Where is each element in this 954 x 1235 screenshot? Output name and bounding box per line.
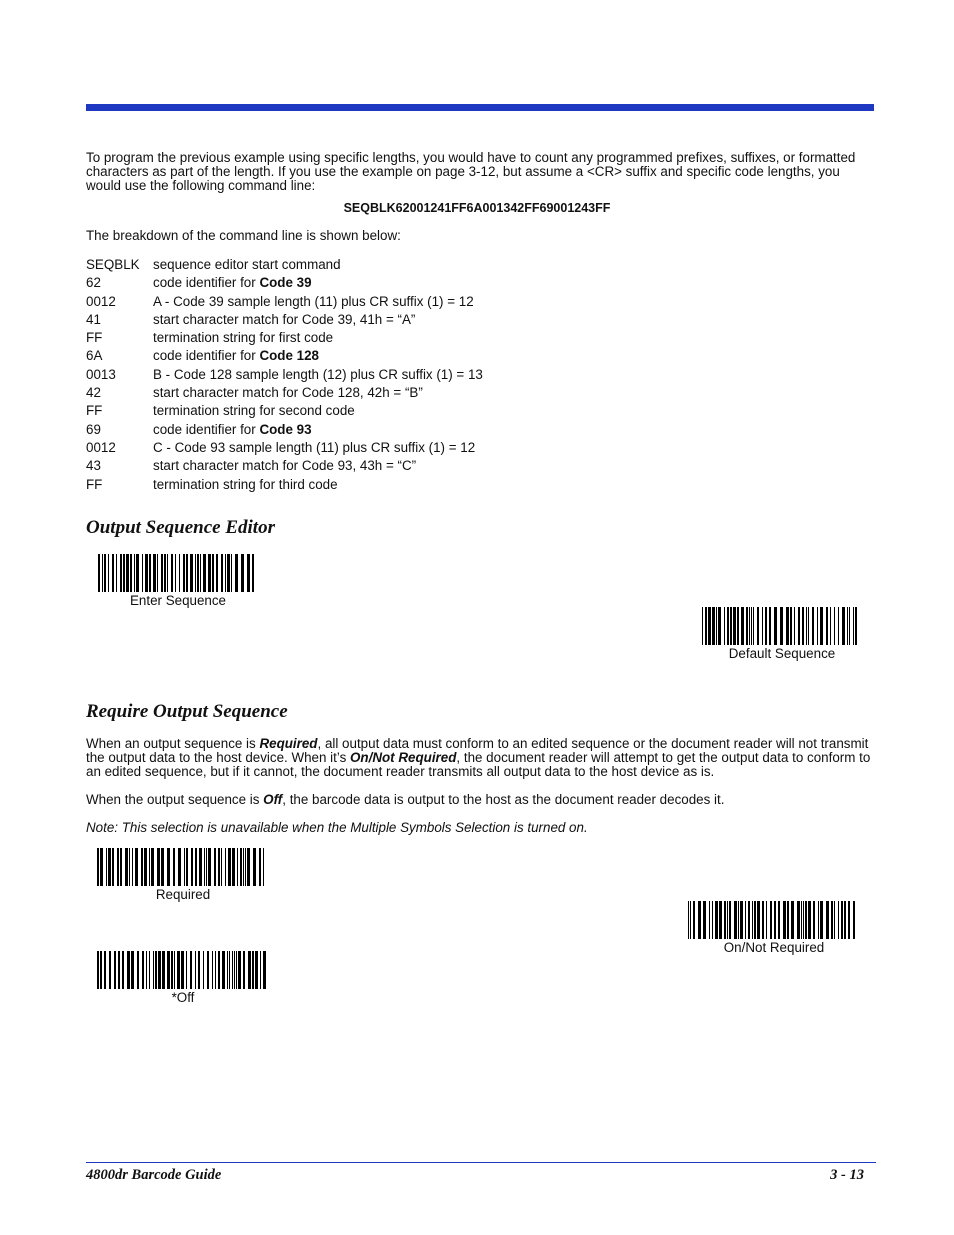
barcode-bar xyxy=(693,901,695,939)
require-paragraph: When an output sequence is Required, all output data must conform to an edited sequence or the document reader will not transmit the output data to the host device. When it’s On/Not Required, the document reader will attempt to get the output data to conform to an edited sequence, but if it cannot, the document reader transmits all output data to the host device as is. xyxy=(86,736,871,779)
barcode-bar xyxy=(808,607,809,645)
barcode-bar xyxy=(724,901,726,939)
breakdown-row xyxy=(86,274,483,292)
barcode-bar xyxy=(195,951,196,989)
barcode-bar xyxy=(132,848,133,886)
barcode-bar xyxy=(137,951,139,989)
breakdown-desc: code identifier for Code 39 xyxy=(153,275,312,291)
barcode-bar xyxy=(171,554,173,592)
barcode-bar xyxy=(690,901,691,939)
barcode-bar xyxy=(136,554,139,592)
barcode-bar xyxy=(241,554,244,592)
breakdown-code: FF xyxy=(86,330,103,346)
barcode-bar xyxy=(748,901,750,939)
barcode-bar xyxy=(218,848,220,886)
barcode-bar xyxy=(161,554,163,592)
barcode-bar xyxy=(130,554,132,592)
barcode-bar xyxy=(752,901,753,939)
barcode-bar xyxy=(118,951,120,989)
barcode-bar xyxy=(106,848,107,886)
barcode-bar xyxy=(252,951,254,989)
barcode-bar xyxy=(131,951,134,989)
barcode-bar xyxy=(186,554,188,592)
barcode-bar xyxy=(787,901,789,939)
breakdown-code: 42 xyxy=(86,385,101,401)
barcode-bar xyxy=(234,951,235,989)
barcode-bar xyxy=(167,848,170,886)
barcode-bar xyxy=(834,901,835,939)
barcode-bar xyxy=(831,901,833,939)
barcode-bar xyxy=(153,554,156,592)
barcode-bar xyxy=(712,901,713,939)
footer-title: 4800dr Barcode Guide xyxy=(86,1167,222,1183)
barcode-image xyxy=(97,848,269,886)
barcode-bar xyxy=(817,607,818,645)
barcode-bar xyxy=(797,901,800,939)
barcode-bar xyxy=(252,554,254,592)
barcode-bar xyxy=(204,848,205,886)
barcode-bar xyxy=(798,607,800,645)
barcode-bar xyxy=(841,901,843,939)
barcode-bar xyxy=(227,554,230,592)
breakdown-row xyxy=(86,439,483,457)
barcode-bar xyxy=(104,951,106,989)
barcode-bar xyxy=(218,951,220,989)
barcode-bar xyxy=(746,607,748,645)
barcode-bar xyxy=(727,607,729,645)
barcode-bar xyxy=(791,901,794,939)
off-paragraph: When the output sequence is Off, the barcode data is output to the host as the document reader decodes it. xyxy=(86,792,725,807)
barcode-label: *Off xyxy=(171,990,195,1005)
note: Note: This selection is unavailable when the Multiple Symbols Selection is turned on. xyxy=(86,820,588,835)
barcode-bar xyxy=(716,607,717,645)
breakdown-code: 0012 xyxy=(86,439,116,455)
barcode-bar xyxy=(104,554,106,592)
barcode-bar xyxy=(203,554,206,592)
barcode-bar xyxy=(186,848,188,886)
barcode-bar xyxy=(263,951,266,989)
barcode-image xyxy=(702,607,862,645)
breakdown-code: 0013 xyxy=(86,366,116,382)
barcode-bar xyxy=(738,901,739,939)
barcode-bar xyxy=(195,554,196,592)
barcode-bar xyxy=(702,607,703,645)
barcode-bar xyxy=(207,951,209,989)
barcode-bar xyxy=(712,607,715,645)
breakdown-code: SEQBLK xyxy=(86,257,140,272)
barcode-bar xyxy=(826,607,828,645)
barcode-bar xyxy=(108,848,111,886)
barcode-bar xyxy=(733,607,736,645)
barcode-bar xyxy=(780,607,783,645)
breakdown-desc: code identifier for Code 93 xyxy=(153,421,312,437)
barcode-bar xyxy=(200,554,201,592)
barcode-bar xyxy=(259,848,261,886)
barcode-bar xyxy=(216,554,218,592)
breakdown-code: 0012 xyxy=(86,293,116,309)
barcode-bar xyxy=(195,848,197,886)
barcode-bar xyxy=(778,901,780,939)
breakdown-desc: start character match for Code 39, 41h = “A” xyxy=(153,311,416,327)
barcode-bar xyxy=(243,951,245,989)
barcode-bar xyxy=(197,554,199,592)
barcode-bar xyxy=(753,607,754,645)
barcode-bar xyxy=(100,951,102,989)
barcode-bar xyxy=(181,951,184,989)
breakdown-intro: The breakdown of the command line is shown below: xyxy=(86,228,401,243)
barcode-bar xyxy=(157,554,158,592)
barcode-bar xyxy=(790,607,792,645)
barcode-bar xyxy=(142,554,143,592)
footer-rule xyxy=(86,1162,876,1163)
barcode-default-sequence[interactable] xyxy=(696,607,868,661)
barcode-bar xyxy=(141,848,143,886)
barcode-bar xyxy=(232,848,235,886)
barcode-bar xyxy=(849,607,850,645)
barcode-bar xyxy=(260,951,261,989)
barcode-bar xyxy=(803,901,804,939)
breakdown-code: FF xyxy=(86,403,103,419)
command-line: SEQBLK62001241FF6A001342FF69001243FF xyxy=(343,201,611,215)
barcode-bar xyxy=(164,554,166,592)
barcode-bar xyxy=(698,901,701,939)
barcode-bar xyxy=(801,901,802,939)
barcode-bar xyxy=(144,848,147,886)
barcode-bar xyxy=(855,607,857,645)
barcode-bar xyxy=(765,607,767,645)
breakdown-row xyxy=(86,384,483,402)
barcode-bar xyxy=(749,607,750,645)
barcode-bar xyxy=(813,901,815,939)
barcode-bar xyxy=(806,607,807,645)
barcode-bar xyxy=(199,848,202,886)
barcode-bar xyxy=(167,554,168,592)
barcode-bar xyxy=(263,848,264,886)
barcode-bar xyxy=(208,554,211,592)
barcode-bar xyxy=(236,951,237,989)
barcode-bar xyxy=(727,901,728,939)
barcode-bar xyxy=(179,554,180,592)
barcode-label: On/Not Required xyxy=(723,940,825,955)
barcode-bar xyxy=(190,554,193,592)
barcode-bar xyxy=(97,951,99,989)
barcode-bar xyxy=(838,901,839,939)
barcode-bar xyxy=(146,951,147,989)
breakdown-row xyxy=(86,421,483,439)
barcode-bar xyxy=(729,901,731,939)
barcode-bar xyxy=(98,554,100,592)
barcode-bar xyxy=(108,554,109,592)
barcode-bar xyxy=(225,848,226,886)
barcode-bar xyxy=(734,901,737,939)
barcode-bar xyxy=(120,554,122,592)
barcode-bar xyxy=(719,901,722,939)
barcode-bar xyxy=(740,901,743,939)
breakdown-desc: code identifier for Code 128 xyxy=(153,348,319,364)
barcode-bar xyxy=(134,554,135,592)
barcode-bar xyxy=(158,951,161,989)
barcode-bar xyxy=(708,607,711,645)
barcode-bar xyxy=(184,848,185,886)
barcode-bar xyxy=(247,554,250,592)
barcode-enter-sequence[interactable] xyxy=(92,554,264,608)
barcode-bar xyxy=(157,848,160,886)
barcode-bar xyxy=(127,951,130,989)
breakdown-row xyxy=(86,476,483,494)
barcode-bar xyxy=(830,607,831,645)
barcode-bar xyxy=(774,607,777,645)
breakdown-table xyxy=(86,256,483,494)
barcode-bar xyxy=(812,607,814,645)
breakdown-row xyxy=(86,329,483,347)
barcode-bar xyxy=(212,554,214,592)
barcode-bar xyxy=(97,848,99,886)
breakdown-desc: termination string for first code xyxy=(153,330,334,346)
breakdown-desc: B - Code 128 sample length (12) plus CR suffix (1) = 13 xyxy=(153,366,483,382)
barcode-bar xyxy=(231,554,232,592)
barcode-bar xyxy=(783,901,786,939)
barcode-bar xyxy=(808,901,811,939)
barcode-bar xyxy=(123,554,125,592)
breakdown-code: 69 xyxy=(86,421,101,437)
barcode-bar xyxy=(177,951,180,989)
barcode-bar xyxy=(142,951,144,989)
barcode-bar xyxy=(794,607,795,645)
barcode-bar xyxy=(215,951,216,989)
barcode-bar xyxy=(751,607,752,645)
barcode-bar xyxy=(227,951,228,989)
barcode-bar xyxy=(225,554,226,592)
barcode-bar xyxy=(838,607,839,645)
barcode-bar xyxy=(112,554,114,592)
barcode-bar xyxy=(222,951,225,989)
barcode-bar xyxy=(802,607,804,645)
breakdown-row xyxy=(86,366,483,384)
barcode-bar xyxy=(149,951,150,989)
barcode-bar xyxy=(214,848,216,886)
barcode-bar xyxy=(805,901,807,939)
barcode-bar xyxy=(757,901,760,939)
barcode-required[interactable] xyxy=(97,848,269,902)
barcode-bar xyxy=(709,901,710,939)
barcode-bar xyxy=(149,554,151,592)
barcode-bar xyxy=(688,901,689,939)
breakdown-desc: A - Code 39 sample length (11) plus CR suffix (1) = 12 xyxy=(153,293,474,309)
section-title-require-output-sequence: Require Output Sequence xyxy=(86,701,288,722)
barcode-bar xyxy=(715,901,718,939)
barcode-bar xyxy=(786,607,789,645)
barcode-bar xyxy=(206,848,207,886)
barcode-bar xyxy=(774,901,776,939)
barcode-image xyxy=(688,901,860,939)
barcode-bar xyxy=(198,951,200,989)
barcode-bar xyxy=(232,951,233,989)
breakdown-desc: start character match for Code 93, 43h = “C” xyxy=(153,458,417,474)
breakdown-desc: termination string for second code xyxy=(153,403,355,419)
barcode-bar xyxy=(114,951,116,989)
barcode-bar xyxy=(129,848,130,886)
barcode-bar xyxy=(161,848,164,886)
barcode-bar xyxy=(145,554,148,592)
barcode-bar xyxy=(228,848,231,886)
barcode-bar xyxy=(229,951,230,989)
barcode-bar xyxy=(248,951,251,989)
barcode-bar xyxy=(848,901,850,939)
header-rule xyxy=(86,104,874,111)
barcode-bar xyxy=(109,951,111,989)
barcode-bar xyxy=(754,901,756,939)
barcode-bar xyxy=(243,848,244,886)
barcode-bar xyxy=(255,951,258,989)
barcode-bar xyxy=(167,951,170,989)
barcode-bar xyxy=(178,848,181,886)
breakdown-row xyxy=(86,311,483,329)
barcode-bar xyxy=(221,554,223,592)
barcode-bar xyxy=(183,554,185,592)
barcode-bar xyxy=(745,901,746,939)
barcode-bar xyxy=(724,607,725,645)
barcode-bar xyxy=(149,848,150,886)
breakdown-row xyxy=(86,347,483,365)
breakdown-desc: termination string for third code xyxy=(153,476,338,492)
barcode-bar xyxy=(737,607,739,645)
barcode-bar xyxy=(174,951,175,989)
barcode-bar xyxy=(762,901,764,939)
barcode-bar xyxy=(135,848,138,886)
barcode-bar xyxy=(245,848,246,886)
barcode-bar xyxy=(834,607,835,645)
barcode-bar xyxy=(826,901,829,939)
barcode-off[interactable] xyxy=(97,951,269,1005)
barcode-bar xyxy=(253,848,256,886)
barcode-bar xyxy=(820,901,823,939)
intro-paragraph: To program the previous example using specific lengths, you would have to count any programmed prefixes, suffixes, or formatted characters as part of the length. If you use the example on page 3-12, but assume a <CR> suffix and specific code lengths, you would use the following command line: xyxy=(86,150,856,193)
barcode-bar xyxy=(847,607,848,645)
barcode-bar xyxy=(102,554,103,592)
barcode-label: Default Sequence xyxy=(728,646,836,661)
barcode-bar xyxy=(171,951,173,989)
barcode-image xyxy=(97,951,269,989)
barcode-bar xyxy=(247,848,250,886)
barcode-bar xyxy=(190,951,192,989)
barcode-bar xyxy=(762,607,763,645)
barcode-bar xyxy=(117,848,119,886)
barcode-bar xyxy=(853,901,855,939)
page-number: 3 - 13 xyxy=(830,1167,864,1183)
barcode-bar xyxy=(151,848,154,886)
barcode-bar xyxy=(766,901,767,939)
barcode-bar xyxy=(212,951,213,989)
barcode-bar xyxy=(853,607,854,645)
barcode-bar xyxy=(844,901,846,939)
barcode-bar xyxy=(155,951,157,989)
barcode-bar xyxy=(112,848,114,886)
barcode-bar xyxy=(820,607,823,645)
barcode-label: Required xyxy=(155,887,211,902)
breakdown-code: FF xyxy=(86,476,103,492)
barcode-bar xyxy=(770,901,772,939)
barcode-bar xyxy=(818,901,819,939)
breakdown-code: 41 xyxy=(86,311,101,327)
barcode-bar xyxy=(221,848,222,886)
barcode-bar xyxy=(235,554,238,592)
breakdown-code: 6A xyxy=(86,348,103,364)
barcode-bar xyxy=(705,607,707,645)
breakdown-row xyxy=(86,256,483,274)
barcode-bar xyxy=(125,848,128,886)
barcode-bar xyxy=(730,607,732,645)
barcode-label: Enter Sequence xyxy=(129,593,227,608)
barcode-on-not-required[interactable] xyxy=(688,901,860,955)
breakdown-code: 43 xyxy=(86,458,101,474)
barcode-bar xyxy=(191,848,193,886)
barcode-bar xyxy=(703,901,706,939)
breakdown-row xyxy=(86,457,483,475)
barcode-bar xyxy=(126,554,129,592)
barcode-bar xyxy=(153,951,154,989)
barcode-image xyxy=(98,554,258,592)
barcode-bar xyxy=(237,848,238,886)
barcode-bar xyxy=(741,607,744,645)
breakdown-row xyxy=(86,402,483,420)
barcode-bar xyxy=(203,951,204,989)
section-title-output-sequence-editor: Output Sequence Editor xyxy=(86,517,275,538)
barcode-bar xyxy=(769,607,771,645)
barcode-bar xyxy=(162,951,165,989)
barcode-bar xyxy=(842,607,845,645)
barcode-bar xyxy=(208,848,211,886)
barcode-bar xyxy=(120,848,122,886)
barcode-bar xyxy=(173,848,175,886)
barcode-bar xyxy=(240,848,242,886)
breakdown-row xyxy=(86,293,483,311)
barcode-bar xyxy=(186,951,187,989)
barcode-bar xyxy=(757,607,759,645)
barcode-bar xyxy=(116,554,117,592)
breakdown-desc: start character match for Code 128, 42h = “B” xyxy=(153,385,423,401)
barcode-bar xyxy=(238,951,241,989)
barcode-bar xyxy=(122,951,124,989)
breakdown-desc: sequence editor start command xyxy=(153,257,341,272)
breakdown-desc: C - Code 93 sample length (11) plus CR suffix (1) = 12 xyxy=(153,439,476,455)
breakdown-code: 62 xyxy=(86,275,101,291)
barcode-bar xyxy=(718,607,721,645)
barcode-bar xyxy=(100,848,103,886)
barcode-bar xyxy=(175,554,176,592)
